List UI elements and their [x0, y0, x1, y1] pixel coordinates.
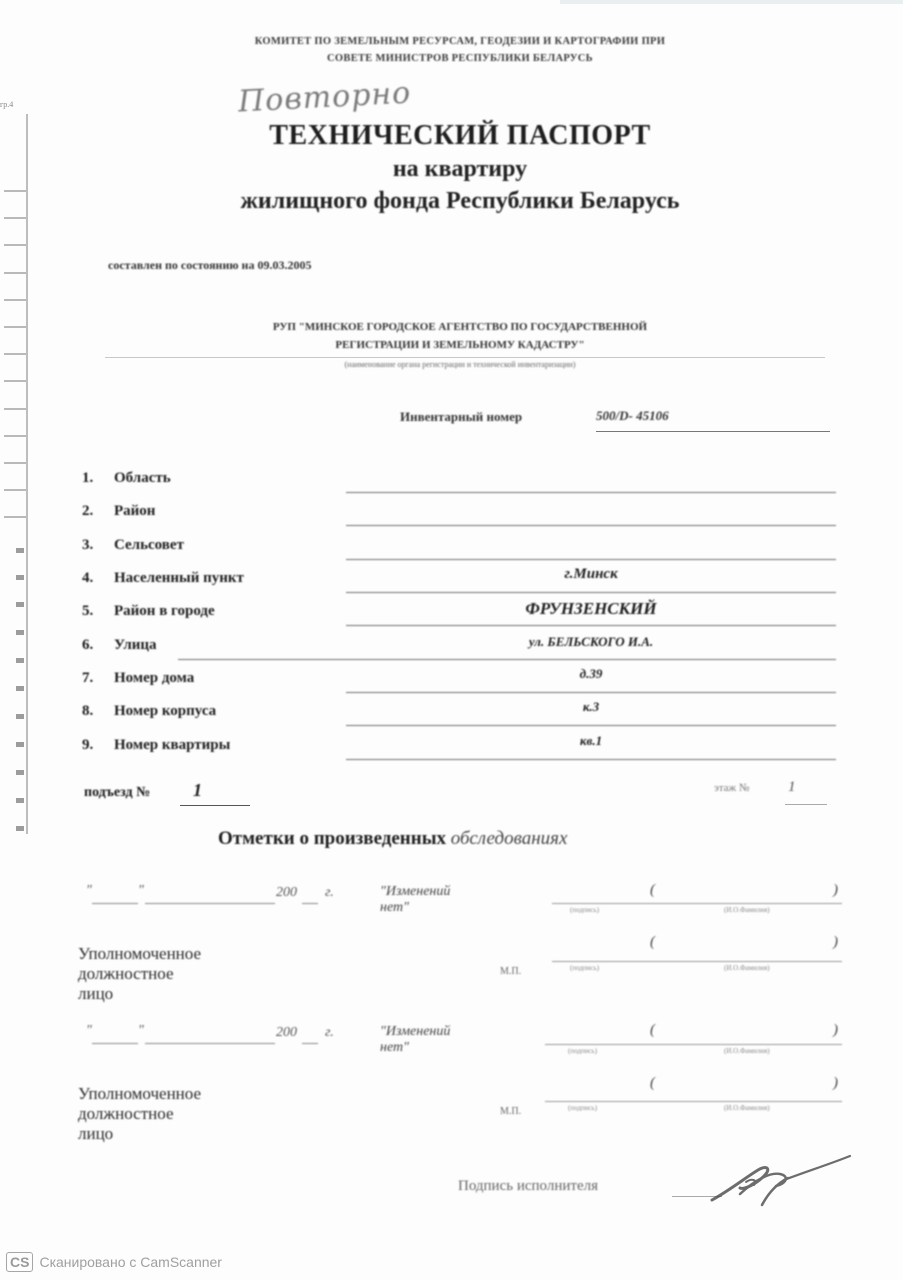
signature-line [545, 1044, 842, 1045]
ruler-mark [16, 575, 24, 580]
document-subtitle: на квартиру [392, 156, 528, 182]
field-label: Номер квартиры [114, 737, 231, 753]
name-caption: (И.О.Фамилия) [724, 964, 770, 972]
field-row-region [82, 470, 842, 500]
field-row-village-council [82, 537, 842, 567]
ruler-mark [16, 826, 24, 831]
agency-name-line: РУП "МИНСКОЕ ГОРОДСКОЕ АГЕНТСТВО ПО ГОСУДАРСТВЕННОЙ [272, 321, 648, 333]
ruler-tick [4, 462, 26, 464]
ruler-tick [4, 489, 26, 491]
ruler-tick [4, 299, 26, 301]
field-label: Номер дома [114, 670, 195, 686]
entrance-line [180, 805, 250, 806]
signature-caption: (подпись) [568, 1047, 598, 1055]
field-label: Сельсовет [114, 537, 184, 553]
field-number: 7. [82, 670, 94, 686]
ruler-mark [16, 630, 24, 635]
paren-open: ( [650, 1022, 655, 1038]
year-line [302, 903, 318, 904]
signature-line [552, 903, 842, 904]
ruler-tick [4, 353, 26, 355]
date-quote-open: " [86, 1023, 92, 1038]
field-line [346, 759, 836, 760]
field-number: 1. [82, 470, 94, 486]
handwritten-signature-icon [700, 1150, 860, 1210]
official-signature-line [545, 1101, 842, 1102]
floor-value: 1 [788, 779, 796, 795]
day-line [92, 903, 138, 904]
field-label: Улица [114, 637, 157, 653]
year-prefix: 200 [276, 1025, 297, 1040]
floor-line [785, 804, 827, 805]
ruler-mark [16, 714, 24, 719]
authorized-official-label: Уполномоченное должностное лицо [78, 944, 202, 1003]
month-line [145, 903, 275, 904]
agency-caption: (наименование органа регистрации и технической инвентаризации) [344, 360, 576, 369]
ruler-spine [26, 114, 28, 834]
ruler-mark [16, 770, 24, 775]
agency-underline [105, 357, 825, 358]
field-number: 2. [82, 503, 94, 519]
floor-label: этаж № [714, 782, 750, 794]
field-value: д.39 [579, 666, 603, 681]
paren-open: ( [650, 934, 655, 950]
field-label: Область [114, 470, 171, 486]
agency-name [170, 318, 750, 354]
date-quote-open: " [86, 883, 92, 898]
field-row-apartment-number [82, 733, 842, 767]
ruler-tick [4, 217, 26, 219]
field-value: ФРУНЗЕНСКИЙ [525, 599, 657, 618]
issuing-committee [130, 33, 790, 67]
name-caption: (И.О.Фамилия) [724, 906, 770, 914]
page-top-edge [560, 0, 903, 4]
executor-signature-label: Подпись исполнителя [458, 1178, 598, 1194]
official-signature-line [552, 961, 842, 962]
year-suffix: г. [325, 885, 334, 900]
ruler-tick [4, 516, 26, 518]
entrance-label: подъезд № [84, 785, 151, 800]
ruler-tick [4, 190, 26, 192]
margin-ruler [0, 100, 34, 840]
handwritten-note: Повторно [237, 75, 413, 120]
field-number: 8. [82, 703, 94, 719]
ruler-tick [4, 435, 26, 437]
inventory-number-label: Инвентарный номер [400, 409, 523, 424]
inventory-number-line [596, 431, 830, 432]
camscanner-logo-icon: CS [6, 1252, 33, 1272]
paren-close: ) [833, 934, 838, 950]
field-row-city-district [82, 599, 842, 633]
field-line [346, 525, 836, 526]
paren-close: ) [833, 1022, 838, 1038]
field-label: Населенный пункт [114, 570, 244, 586]
field-label: Номер корпуса [114, 703, 217, 719]
ruler-label: гр.4 [0, 100, 14, 109]
ruler-mark [16, 548, 24, 553]
field-number: 4. [82, 570, 94, 586]
paren-open: ( [650, 1075, 655, 1091]
ruler-tick [4, 272, 26, 274]
ruler-mark [16, 798, 24, 803]
field-line [346, 725, 836, 726]
field-line [346, 492, 836, 493]
ruler-mark [16, 658, 24, 663]
stamp-label: М.П. [500, 1106, 522, 1117]
paren-close: ) [833, 882, 838, 898]
document-subtitle-2: жилищного фонда Республики Беларусь [240, 188, 680, 214]
field-row-district [82, 503, 842, 533]
field-number: 6. [82, 637, 94, 653]
no-changes-note: "Изменений нет" [380, 1024, 451, 1055]
paren-open: ( [650, 882, 655, 898]
field-line [346, 625, 836, 626]
field-number: 9. [82, 737, 94, 753]
agency-name-line: РЕГИСТРАЦИИ И ЗЕМЕЛЬНОМУ КАДАСТРУ" [335, 339, 585, 351]
ruler-mark [16, 602, 24, 607]
field-row-street [82, 634, 842, 667]
camscanner-text: Сканировано с CamScanner [39, 1254, 222, 1270]
field-value: кв.1 [579, 733, 603, 748]
inventory-number-value: 500/D- 45106 [596, 408, 669, 423]
authorized-official-label: Уполномоченное должностное лицо [78, 1084, 202, 1143]
year-suffix: г. [325, 1025, 334, 1040]
name-caption: (И.О.Фамилия) [724, 1047, 770, 1055]
field-row-locality [82, 566, 842, 600]
ruler-mark [16, 742, 24, 747]
year-prefix: 200 [276, 885, 297, 900]
ruler-tick [4, 326, 26, 328]
field-row-building-number [82, 699, 842, 733]
paren-close: ) [833, 1075, 838, 1091]
date-quote-close: " [138, 1023, 144, 1038]
name-caption: (И.О.Фамилия) [724, 1104, 770, 1112]
month-line [145, 1043, 275, 1044]
field-line [346, 592, 836, 593]
ruler-tick [4, 380, 26, 382]
ruler-mark [16, 686, 24, 691]
signature-caption: (подпись) [570, 906, 600, 914]
camscanner-watermark [6, 1252, 222, 1272]
document-title: ТЕХНИЧЕСКИЙ ПАСПОРТ [269, 120, 651, 151]
issuing-committee-line: КОМИТЕТ ПО ЗЕМЕЛЬНЫМ РЕСУРСАМ, ГЕОДЕЗИИ И КАРТОГРАФИИ ПРИ [254, 36, 666, 47]
signature-caption: (подпись) [570, 964, 600, 972]
no-changes-note: "Изменений нет" [380, 884, 451, 915]
stamp-label: М.П. [500, 966, 522, 977]
ruler-tick [4, 408, 26, 410]
field-line [178, 659, 836, 660]
date-quote-close: " [138, 883, 144, 898]
field-label: Район [114, 503, 156, 519]
field-number: 5. [82, 603, 94, 619]
field-value: ул. БЕЛЬСКОГО И.А. [528, 634, 654, 649]
day-line [92, 1043, 138, 1044]
field-number: 3. [82, 537, 94, 553]
field-row-house-number [82, 666, 842, 700]
field-label: Район в городе [114, 603, 215, 619]
entrance-value: 1 [193, 780, 202, 800]
year-line [302, 1043, 318, 1044]
issuing-committee-line: СОВЕТЕ МИНИСТРОВ РЕСПУБЛИКИ БЕЛАРУСЬ [327, 53, 593, 64]
ruler-tick [4, 244, 26, 246]
inspections-heading-tail: обследованиях [450, 828, 568, 849]
inspections-heading-main: Отметки о произведенных [218, 828, 447, 849]
signature-caption: (подпись) [568, 1104, 598, 1112]
field-line [346, 559, 836, 560]
inspections-heading [218, 828, 567, 850]
field-value: г.Минск [564, 566, 618, 582]
field-line [346, 692, 836, 693]
state-date-line: составлен по состоянию на 09.03.2005 [108, 258, 312, 272]
field-value: к.3 [582, 699, 600, 714]
